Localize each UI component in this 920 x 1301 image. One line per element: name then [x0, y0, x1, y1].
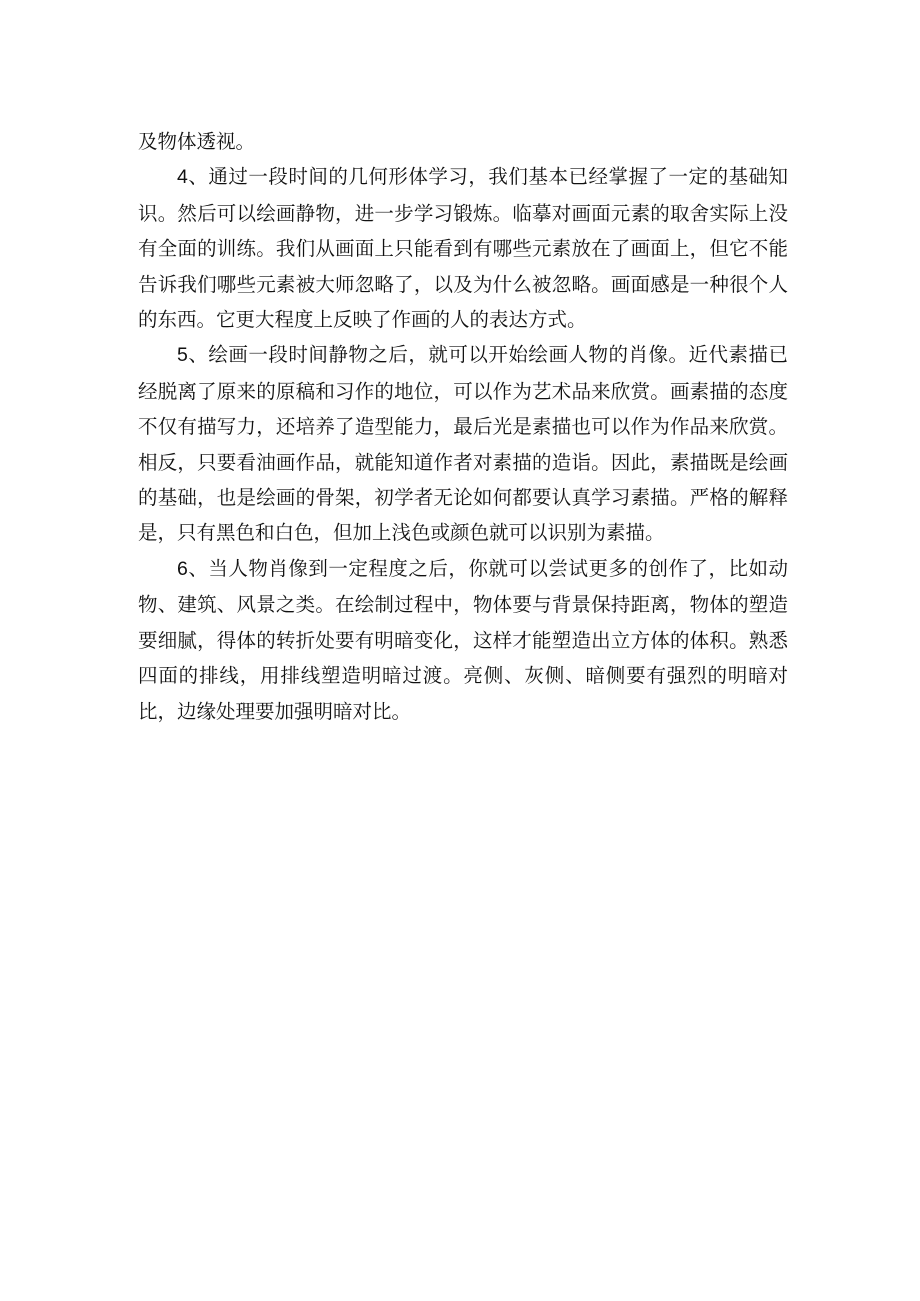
paragraph-text: 、绘画一段时间静物之后，就可以开始绘画人物的肖像。近代素描已经脱离了原来的原稿和习作的地位，可以作为艺术品来欣赏。画素描的态度不仅有描写力，还培养了造型能力，最后光是素描也可以作为作品来欣赏。相反，只要看油画作品，就能知道作者对素描的造诣。因此，素描既是绘画的基础，也是绘画的骨架，初学者无论如何都要认真学习素描。严格的解释是，只有黑色和白色，但加上浅色或颜色就可以识别为素描。 — [138, 343, 788, 545]
paragraph-step-5 — [138, 337, 788, 550]
step-number: 5 — [177, 344, 188, 367]
paragraph-text: 、通过一段时间的几何形体学习，我们基本已经掌握了一定的基础知识。然后可以绘画静物，进一步学习锻炼。临摹对画面元素的取舍实际上没有全面的训练。我们从画面上只能看到有哪些元素放在了画面上，但它不能告诉我们哪些元素被大师忽略了，以及为什么被忽略。画面感是一种很个人的东西。它更大程度上反映了作画的人的表达方式。 — [138, 165, 788, 332]
paragraph-step-6 — [138, 551, 788, 729]
paragraph-text: 、当人物肖像到一定程度之后，你就可以尝试更多的创作了，比如动物、建筑、风景之类。在绘制过程中，物体要与背景保持距离，物体的塑造要细腻，得体的转折处要有明暗变化，这样才能塑造出立方体的体积。熟悉四面的排线，用排线塑造明暗过渡。亮侧、灰侧、暗侧要有强烈的明暗对比，边缘处理要加强明暗对比。 — [138, 556, 788, 723]
paragraph-text: 及物体透视。 — [138, 130, 256, 153]
paragraph-step-4 — [138, 159, 788, 337]
paragraph-continuation — [138, 124, 788, 159]
document-page — [138, 124, 788, 729]
step-number: 6 — [177, 557, 188, 580]
step-number: 4 — [177, 166, 188, 189]
